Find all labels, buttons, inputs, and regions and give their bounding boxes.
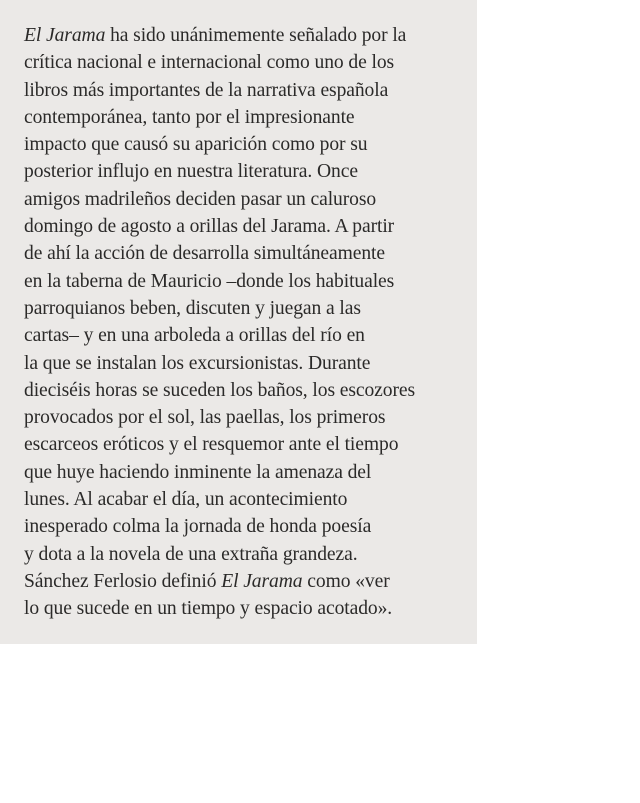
- text-line: libros más importantes de la narrativa española: [24, 79, 389, 101]
- text-line: El Jarama ha sido unánimemente señalado por la: [24, 25, 407, 46]
- text-line: lo que sucede en un tiempo y espacio acotado».: [24, 598, 393, 620]
- text-line: impacto que causó su aparición como por su: [24, 134, 368, 156]
- text-line: que huye haciendo inminente la amenaza del: [24, 461, 372, 483]
- text-line: lunes. Al acabar el día, un acontecimiento: [24, 489, 348, 511]
- text-line: inesperado colma la jornada de honda poesía: [24, 516, 372, 538]
- text-line: amigos madrileños deciden pasar un caluroso: [24, 188, 377, 210]
- text-line: dieciséis horas se suceden los baños, los escozores: [24, 379, 416, 401]
- book-title: El Jarama: [221, 570, 303, 592]
- text-line: escarceos eróticos y el resquemor ante el tiempo: [24, 434, 399, 456]
- text-line: crítica nacional e internacional como uno de los: [24, 52, 395, 74]
- text-line: y dota a la novela de una extraña grandeza.: [24, 543, 358, 565]
- text-line: cartas– y en una arboleda a orillas del río en: [24, 325, 365, 347]
- text-line: parroquianos beben, discuten y juegan a las: [24, 297, 361, 319]
- text-line: provocados por el sol, las paellas, los primeros: [24, 407, 386, 429]
- text-line: Sánchez Ferlosio definió El Jarama como «ver: [24, 570, 390, 592]
- text-line: la que se instalan los excursionistas. Durante: [24, 352, 371, 374]
- synopsis-paragraph: [24, 22, 464, 623]
- book-title: El Jarama: [24, 25, 106, 46]
- text-line: posterior influjo en nuestra literatura. Once: [24, 161, 358, 183]
- text-line: de ahí la acción de desarrolla simultáneamente: [24, 243, 385, 265]
- text-line: contemporánea, tanto por el impresionante: [24, 106, 355, 128]
- text-line: en la taberna de Mauricio –donde los habituales: [24, 270, 395, 292]
- text-line: domingo de agosto a orillas del Jarama. A partir: [24, 216, 395, 238]
